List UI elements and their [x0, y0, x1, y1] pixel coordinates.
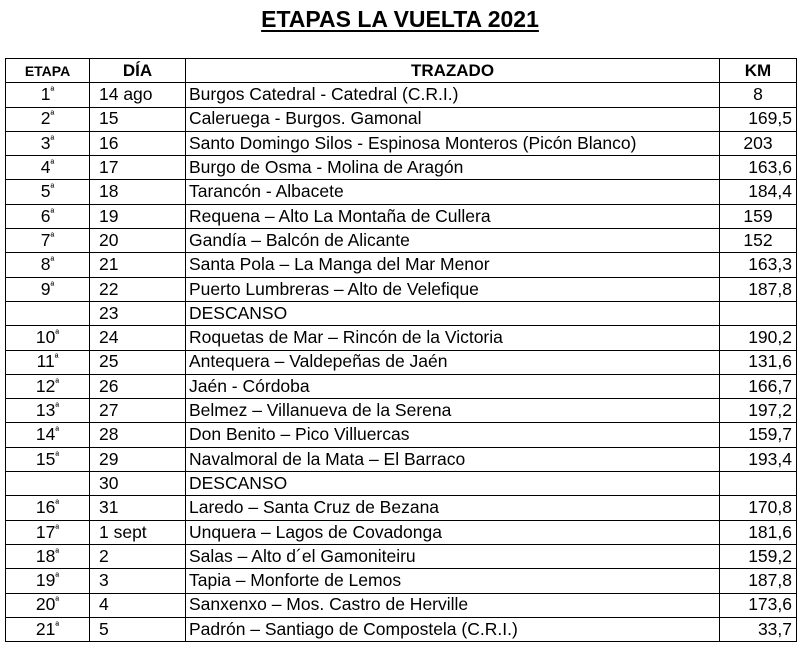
cell-etapa: $19^ª$ [6, 569, 90, 593]
table-row [6, 83, 797, 107]
cell-trazado: Unquera – Lagos de Covadonga [186, 520, 720, 544]
cell-dia: 24 [90, 326, 186, 350]
cell-trazado: Requena – Alto La Montaña de Cullera [186, 204, 720, 228]
cell-km [720, 301, 797, 325]
cell-km: 33,7 [720, 617, 797, 641]
cell-km: 166,7 [720, 374, 797, 398]
cell-trazado: Belmez – Villanueva de la Serena [186, 399, 720, 423]
cell-dia: 25 [90, 350, 186, 374]
cell-km: 187,8 [720, 277, 797, 301]
cell-etapa: $13^ª$ [6, 399, 90, 423]
header-etapa: ETAPA [6, 59, 90, 83]
header-trazado: TRAZADO [186, 59, 720, 83]
cell-km: 203 [720, 131, 797, 155]
cell-etapa: $15^ª$ [6, 447, 90, 471]
cell-km: 187,8 [720, 569, 797, 593]
cell-trazado: Puerto Lumbreras – Alto de Velefique [186, 277, 720, 301]
cell-trazado: Roquetas de Mar – Rincón de la Victoria [186, 326, 720, 350]
cell-trazado: Burgo de Osma - Molina de Aragón [186, 156, 720, 180]
header-km: KM [720, 59, 797, 83]
cell-km: 184,4 [720, 180, 797, 204]
cell-km: 159 [720, 204, 797, 228]
cell-km: 170,8 [720, 496, 797, 520]
stages-table [5, 58, 797, 642]
table-row [6, 399, 797, 423]
table-row [6, 374, 797, 398]
cell-dia: 1 sept [90, 520, 186, 544]
table-row [6, 569, 797, 593]
cell-etapa: $4^ª$ [6, 156, 90, 180]
cell-km [720, 472, 797, 496]
cell-dia: 19 [90, 204, 186, 228]
cell-trazado: Gandía – Balcón de Alicante [186, 229, 720, 253]
cell-etapa [6, 301, 90, 325]
cell-km: 193,4 [720, 447, 797, 471]
cell-trazado: Jaén - Córdoba [186, 374, 720, 398]
table-row [6, 617, 797, 641]
cell-etapa: $18^ª$ [6, 544, 90, 568]
cell-km: 159,2 [720, 544, 797, 568]
cell-etapa: $6^ª$ [6, 204, 90, 228]
cell-km: 131,6 [720, 350, 797, 374]
cell-km: 197,2 [720, 399, 797, 423]
cell-trazado: DESCANSO [186, 301, 720, 325]
table-body [6, 83, 797, 642]
table-row [6, 107, 797, 131]
cell-etapa: $7^ª$ [6, 229, 90, 253]
cell-km: 173,6 [720, 593, 797, 617]
cell-dia: 31 [90, 496, 186, 520]
cell-km: 163,3 [720, 253, 797, 277]
cell-dia: 22 [90, 277, 186, 301]
cell-dia: 27 [90, 399, 186, 423]
cell-trazado: Caleruega - Burgos. Gamonal [186, 107, 720, 131]
cell-dia: 3 [90, 569, 186, 593]
table-row [6, 277, 797, 301]
cell-dia: 20 [90, 229, 186, 253]
table-row [6, 253, 797, 277]
cell-km: 169,5 [720, 107, 797, 131]
table-row [6, 204, 797, 228]
cell-trazado: Santa Pola – La Manga del Mar Menor [186, 253, 720, 277]
page-title: ETAPAS LA VUELTA 2021 [261, 6, 539, 32]
cell-km: 159,7 [720, 423, 797, 447]
cell-etapa: $5^ª$ [6, 180, 90, 204]
table-row [6, 544, 797, 568]
cell-km: 8 [720, 83, 797, 107]
cell-trazado: Santo Domingo Silos - Espinosa Monteros (Picón Blanco) [186, 131, 720, 155]
table-row [6, 131, 797, 155]
cell-trazado: Padrón – Santiago de Compostela (C.R.I.) [186, 617, 720, 641]
cell-dia: 30 [90, 472, 186, 496]
cell-dia: 29 [90, 447, 186, 471]
cell-dia: 14 ago [90, 83, 186, 107]
table-row [6, 423, 797, 447]
cell-etapa: $12^ª$ [6, 374, 90, 398]
table-row [6, 156, 797, 180]
header-dia: DÍA [90, 59, 186, 83]
cell-km: 190,2 [720, 326, 797, 350]
table-row [6, 520, 797, 544]
cell-etapa: $11^ª$ [6, 350, 90, 374]
cell-trazado: Navalmoral de la Mata – El Barraco [186, 447, 720, 471]
cell-etapa: $2^ª$ [6, 107, 90, 131]
cell-etapa: $3^ª$ [6, 131, 90, 155]
table-row [6, 301, 797, 325]
cell-etapa: $21^ª$ [6, 617, 90, 641]
cell-dia: 16 [90, 131, 186, 155]
table-row [6, 447, 797, 471]
cell-trazado: Don Benito – Pico Villuercas [186, 423, 720, 447]
cell-trazado: Tarancón - Albacete [186, 180, 720, 204]
cell-etapa: $20^ª$ [6, 593, 90, 617]
table-row [6, 350, 797, 374]
cell-etapa: $9^ª$ [6, 277, 90, 301]
cell-trazado: Sanxenxo – Mos. Castro de Herville [186, 593, 720, 617]
cell-trazado: Tapia – Monforte de Lemos [186, 569, 720, 593]
cell-trazado: Burgos Catedral - Catedral (C.R.I.) [186, 83, 720, 107]
cell-dia: 28 [90, 423, 186, 447]
cell-km: 181,6 [720, 520, 797, 544]
cell-dia: 18 [90, 180, 186, 204]
cell-trazado: DESCANSO [186, 472, 720, 496]
cell-etapa: $1^ª$ [6, 83, 90, 107]
table-row [6, 472, 797, 496]
cell-dia: 4 [90, 593, 186, 617]
cell-etapa [6, 472, 90, 496]
table-row [6, 180, 797, 204]
cell-km: 163,6 [720, 156, 797, 180]
cell-etapa: $16^ª$ [6, 496, 90, 520]
cell-dia: 26 [90, 374, 186, 398]
cell-etapa: $17^ª$ [6, 520, 90, 544]
cell-dia: 17 [90, 156, 186, 180]
cell-dia: 2 [90, 544, 186, 568]
cell-dia: 5 [90, 617, 186, 641]
cell-dia: 15 [90, 107, 186, 131]
cell-dia: 21 [90, 253, 186, 277]
cell-etapa: $14^ª$ [6, 423, 90, 447]
table-row [6, 593, 797, 617]
cell-etapa: $10^ª$ [6, 326, 90, 350]
cell-etapa: $8^ª$ [6, 253, 90, 277]
cell-trazado: Salas – Alto d´el Gamoniteiru [186, 544, 720, 568]
table-row [6, 326, 797, 350]
cell-dia: 23 [90, 301, 186, 325]
cell-km: 152 [720, 229, 797, 253]
cell-trazado: Antequera – Valdepeñas de Jaén [186, 350, 720, 374]
table-row [6, 496, 797, 520]
cell-trazado: Laredo – Santa Cruz de Bezana [186, 496, 720, 520]
table-row [6, 229, 797, 253]
table-header-row [6, 59, 797, 83]
